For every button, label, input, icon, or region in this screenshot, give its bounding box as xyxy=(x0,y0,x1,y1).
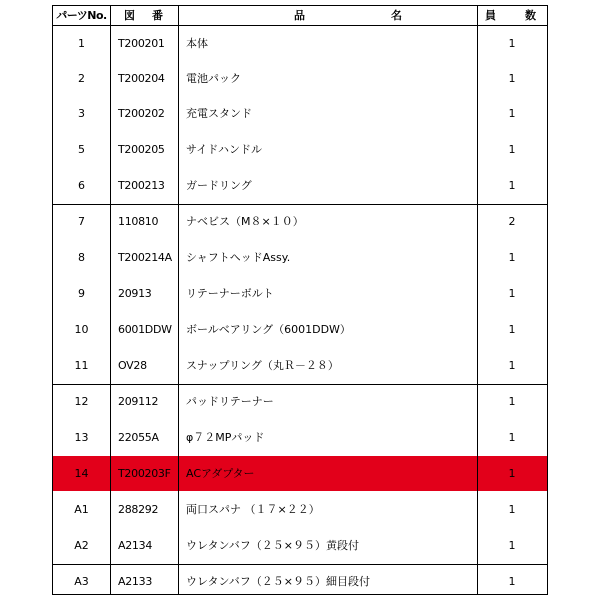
column-divider xyxy=(110,6,111,594)
row-quantity: 1 xyxy=(508,431,516,444)
table-row xyxy=(53,26,547,61)
row-item-name: 電池パック xyxy=(186,72,241,85)
table-row xyxy=(53,384,547,419)
row-parts-no: 12 xyxy=(74,395,89,408)
row-item-name: パッドリテーナー xyxy=(186,395,274,408)
header-item-name xyxy=(178,6,477,25)
row-drawing-no: 22055A xyxy=(118,431,159,444)
row-item-name: ウレタンバフ（２５×９５）黄段付 xyxy=(186,539,360,552)
group-separator xyxy=(53,384,547,385)
row-drawing-no: T200203F xyxy=(118,467,171,480)
header-drawing-no xyxy=(110,6,178,25)
row-parts-no: 2 xyxy=(78,72,85,85)
row-item-name: ボールベアリング（6001DDW） xyxy=(186,323,351,336)
table-row xyxy=(53,240,547,275)
row-parts-no: 11 xyxy=(74,359,89,372)
row-parts-no: 3 xyxy=(78,107,85,120)
row-drawing-no: 288292 xyxy=(118,503,159,516)
row-parts-no: 5 xyxy=(78,143,85,156)
row-drawing-no: T200213 xyxy=(118,179,165,192)
row-item-name: 両口スパナ （１７×２２） xyxy=(186,503,320,516)
row-drawing-no: T200204 xyxy=(118,72,165,85)
table-row xyxy=(53,204,547,239)
table-row xyxy=(53,168,547,203)
row-quantity: 1 xyxy=(508,287,516,300)
row-quantity: 1 xyxy=(508,251,516,264)
row-parts-no: A2 xyxy=(74,539,89,552)
row-quantity: 1 xyxy=(508,72,516,85)
row-parts-no: 10 xyxy=(74,323,89,336)
table-header xyxy=(53,6,547,26)
table-row xyxy=(53,420,547,455)
table-row xyxy=(53,96,547,131)
row-quantity: 2 xyxy=(508,215,516,228)
row-drawing-no: 110810 xyxy=(118,215,159,228)
row-parts-no: A3 xyxy=(74,575,89,588)
row-parts-no: 7 xyxy=(78,215,85,228)
row-item-name: リテーナーボルト xyxy=(186,287,274,300)
row-drawing-no: 209112 xyxy=(118,395,159,408)
header-drawing-char: 番 xyxy=(152,9,163,22)
row-parts-no: 1 xyxy=(78,37,85,50)
header-parts-no: パーツNo. xyxy=(56,9,107,22)
header-qty-char: 数 xyxy=(525,9,536,22)
row-item-name: サイドハンドル xyxy=(186,143,263,156)
row-drawing-no: 6001DDW xyxy=(118,323,172,336)
row-drawing-no: 20913 xyxy=(118,287,152,300)
row-drawing-no: T200214A xyxy=(118,251,172,264)
row-parts-no: A1 xyxy=(74,503,89,516)
row-quantity: 1 xyxy=(508,395,516,408)
row-quantity: 1 xyxy=(508,467,516,480)
row-item-name: 本体 xyxy=(186,37,208,50)
group-separator xyxy=(53,204,547,205)
row-item-name: ACアダプター xyxy=(186,467,255,480)
table-row xyxy=(53,492,547,527)
table-row xyxy=(53,348,547,383)
row-drawing-no: T200201 xyxy=(118,37,165,50)
table-row xyxy=(53,312,547,347)
row-item-name: 充電スタンド xyxy=(186,107,252,120)
column-divider xyxy=(178,6,179,594)
row-drawing-no: T200202 xyxy=(118,107,165,120)
table-row xyxy=(53,276,547,311)
row-item-name: ナベビス（M８×１０） xyxy=(186,215,304,228)
row-parts-no: 8 xyxy=(78,251,85,264)
header-quantity xyxy=(477,6,547,25)
row-item-name: ウレタンバフ（２５×９５）細目段付 xyxy=(186,575,371,588)
table-row xyxy=(53,564,547,599)
row-quantity: 1 xyxy=(508,359,516,372)
row-drawing-no: A2134 xyxy=(118,539,153,552)
row-item-name: ガードリング xyxy=(186,179,252,192)
row-drawing-no: A2133 xyxy=(118,575,153,588)
row-parts-no: 13 xyxy=(74,431,89,444)
group-separator xyxy=(53,564,547,565)
row-drawing-no: OV28 xyxy=(118,359,147,372)
column-divider xyxy=(477,6,478,594)
row-parts-no: 6 xyxy=(78,179,85,192)
header-drawing-char: 図 xyxy=(124,9,135,22)
table-row xyxy=(53,132,547,167)
row-drawing-no: T200205 xyxy=(118,143,165,156)
table-row-highlighted xyxy=(53,456,547,491)
table-row xyxy=(53,61,547,96)
table-row xyxy=(53,528,547,563)
row-quantity: 1 xyxy=(508,323,516,336)
row-quantity: 1 xyxy=(508,503,516,516)
row-parts-no: 14 xyxy=(74,467,89,480)
row-item-name: スナップリング（丸Ｒ－２８） xyxy=(186,359,339,372)
row-quantity: 1 xyxy=(508,37,516,50)
row-quantity: 1 xyxy=(508,575,516,588)
row-parts-no: 9 xyxy=(78,287,85,300)
header-name-char: 名 xyxy=(391,9,402,22)
row-quantity: 1 xyxy=(508,179,516,192)
row-item-name: シャフトヘッドAssy. xyxy=(186,251,291,264)
row-quantity: 1 xyxy=(508,107,516,120)
row-quantity: 1 xyxy=(508,539,516,552)
header-qty-char: 員 xyxy=(485,9,496,22)
parts-table xyxy=(52,5,548,595)
row-item-name: φ７２MPパッド xyxy=(186,431,265,444)
header-name-char: 品 xyxy=(294,9,305,22)
row-quantity: 1 xyxy=(508,143,516,156)
